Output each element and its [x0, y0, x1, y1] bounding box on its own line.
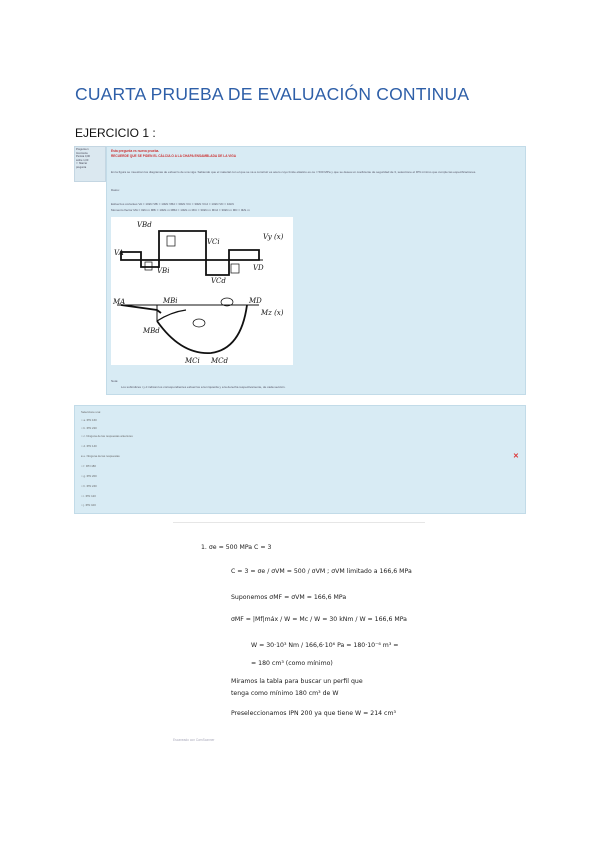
stress-diagram: [111, 217, 293, 365]
question-grade: Puntúa 0,00: [76, 155, 90, 159]
note-label: Nota:: [111, 379, 119, 383]
answer-option[interactable]: ○ h. IPN 240: [81, 484, 97, 488]
label-vd: VD: [253, 264, 264, 272]
page-title: CUARTA PRUEBA DE EVALUACIÓN CONTINUA: [75, 84, 470, 104]
answer-option[interactable]: ○ i. IPN 120: [81, 494, 96, 498]
answer-option[interactable]: ● e. Ninguna de las respuestas: [81, 454, 120, 458]
datos-label: Datos:: [111, 188, 120, 192]
question-number: Pregunta 1: [76, 148, 89, 151]
label-mbd: MBd: [143, 327, 160, 335]
label-mz: Mz (x): [261, 309, 284, 317]
hw-line-1: 1. σe = 500 MPa C = 3: [201, 544, 272, 551]
answer-option[interactable]: ○ d. IPN 140: [81, 444, 97, 448]
answer-option[interactable]: ○ f. IPN 180: [81, 464, 96, 468]
flag-icon: ⚐: [76, 162, 79, 166]
question-text: En la figura se muestran los diagramas de esfuerzo de una viga. Sabiendo que el material con el que se va a construir es acero cuyo límite elástico es σe = 500 MPa y que se desea un coeficiente de seguridad de 3, seleccione el IPN mínimo que cumple las especificaciones.: [111, 170, 477, 174]
shear-data: Esfuerzos cortantes VA = 10kN VBi = 10kN VBd = 30kN VCi = 30kN VCd = 10kN VD = 10kN: [111, 202, 234, 206]
label-mcd: MCd: [211, 357, 229, 365]
question-info-box: [74, 146, 106, 182]
moment-data: Momento flector MA = 0kN·m MBi = 10kN·m MBd = 10kN·m MCi = 30kN·m MCd = 30kN·m MD = 0kN·m: [111, 208, 250, 212]
hw-line-2: C = 3 = σe / σVM = 500 / σVM ; σVM limitado a 166,6 MPa: [231, 568, 412, 575]
hw-line-7: Miramos la tabla para buscar un perfil que: [231, 678, 363, 685]
label-vbd: VBd: [137, 221, 152, 229]
hw-line-4: σMF = |Mf|máx / W = Mc / W = 30 kNm / W = 166,6 MPa: [231, 616, 407, 623]
label-va: VA: [114, 249, 124, 257]
hw-line-3: Suponemos σMF = σVM = 166,6 MPa: [231, 594, 347, 601]
question-warning: RECUERDE QUE SE PIDEN EL CÁLCULO A LA CHAPA ENSAMBLADA DE LA VIGA: [111, 154, 237, 158]
handwritten-solution: [173, 522, 425, 751]
incorrect-icon: ✕: [513, 453, 519, 460]
label-vci: VCi: [207, 238, 220, 246]
answer-prompt: Seleccione una:: [81, 410, 101, 414]
answer-panel: [74, 405, 526, 514]
flag-question-label: pregunta: [76, 165, 87, 169]
hw-line-8: tenga como mínimo 180 cm³ de W: [231, 690, 339, 697]
question-state: Incorrecta: [76, 151, 88, 155]
label-vy: Vy (x): [263, 233, 284, 241]
answer-option[interactable]: ○ g. IPN 200: [81, 474, 97, 478]
note-text: Los subíndices i y d indican los correspondientes esfuerzos a la izquierda y a la derecha respectivamente, de cada sección.: [121, 385, 286, 389]
label-md: MD: [249, 297, 262, 305]
question-heading: Esta pregunta es nueva prueba.: [111, 149, 160, 153]
answer-option[interactable]: ○ a. IPN 160: [81, 418, 97, 422]
flag-question-link[interactable]: ⚐ Marcar: [76, 162, 88, 166]
hw-line-9: Preseleccionamos IPN 200 ya que tiene W = 214 cm³: [231, 710, 396, 717]
hw-line-5: W = 30·10³ Nm / 166,6·10⁶ Pa = 180·10⁻⁶ m³ =: [251, 642, 399, 649]
hw-line-6: = 180 cm³ (como mínimo): [251, 660, 333, 667]
label-vcd: VCd: [211, 277, 226, 285]
answer-option[interactable]: ○ j. IPN 100: [81, 503, 96, 507]
exercise-heading: EJERCICIO 1 :: [75, 126, 156, 140]
answer-option[interactable]: ○ c. Ninguna de las respuestas anteriores: [81, 434, 133, 438]
scanner-watermark: Escaneado con CamScanner: [173, 738, 215, 742]
question-panel: [106, 146, 526, 395]
stress-diagram-svg: [111, 217, 293, 365]
label-vbi: VBi: [157, 267, 170, 275]
question-grade-max: sobre 1,00: [76, 158, 89, 162]
answer-option[interactable]: ○ b. IPN 220: [81, 426, 97, 430]
label-ma: MA: [113, 298, 126, 306]
label-mci: MCi: [185, 357, 200, 365]
handwritten-svg: [173, 523, 425, 751]
label-mbi: MBi: [163, 297, 178, 305]
